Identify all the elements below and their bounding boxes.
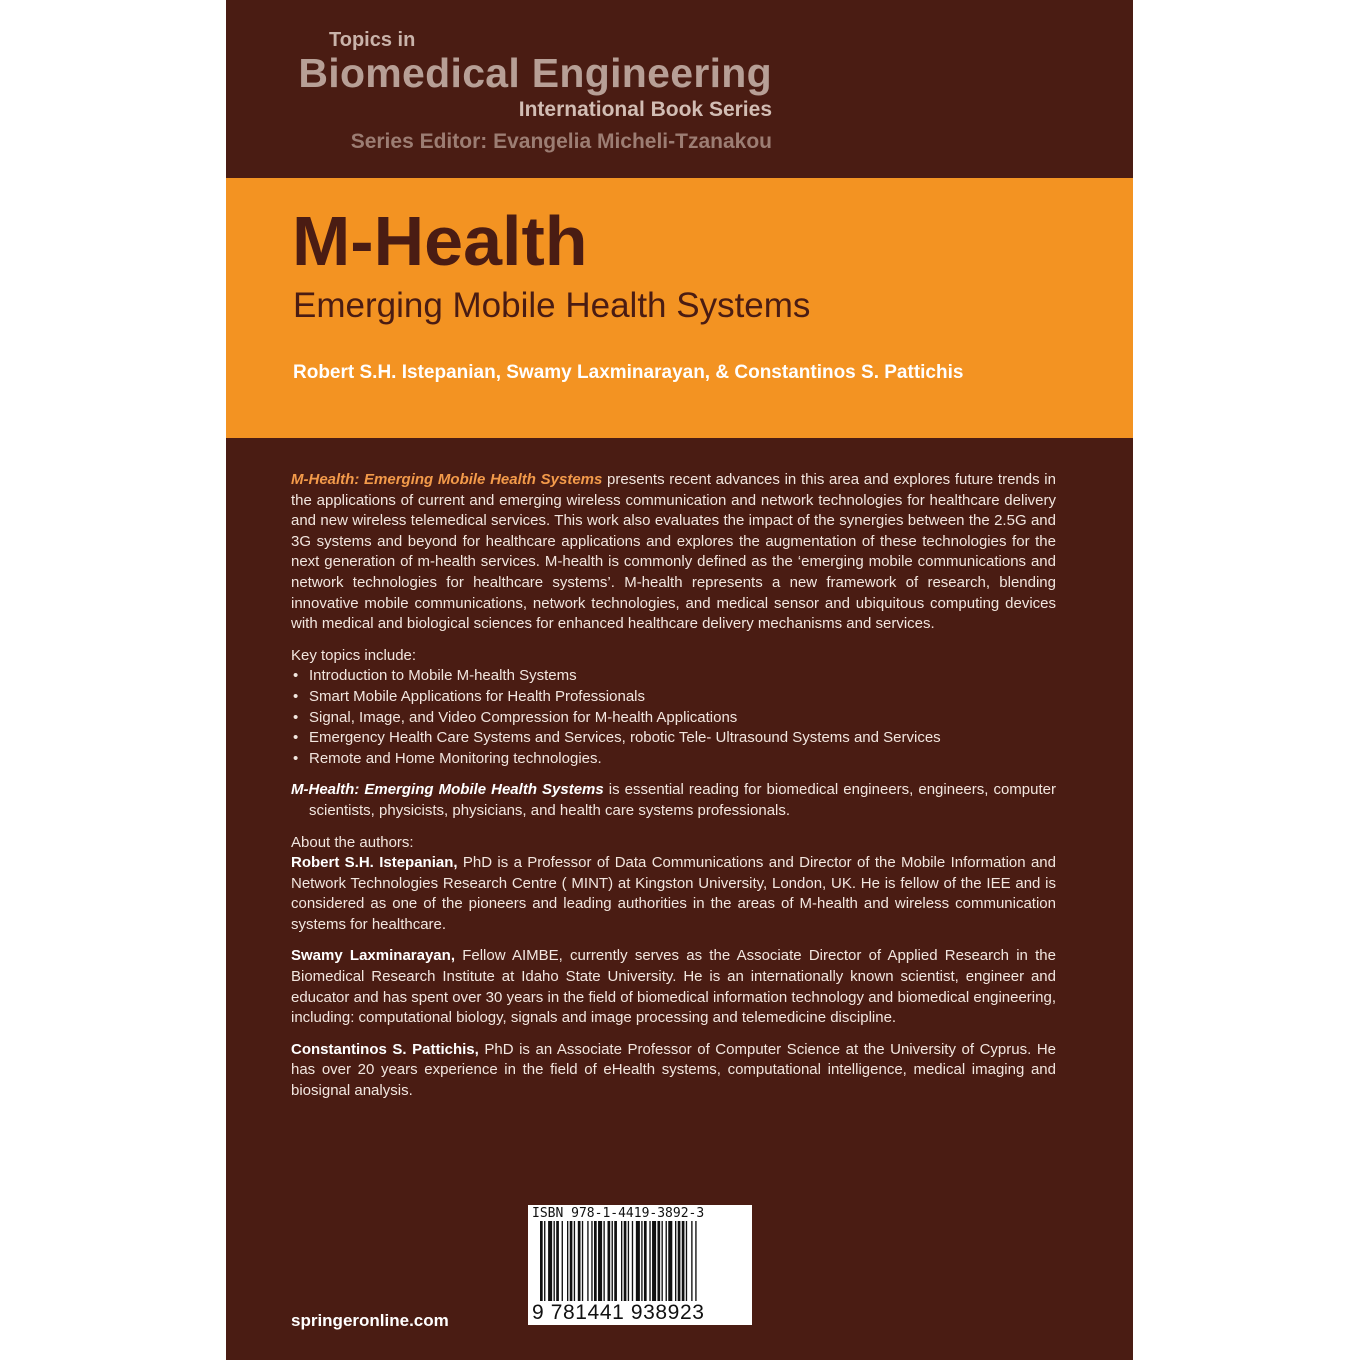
author-bio-text: PhD is an Associate Professor of Computer Science at the University of Cyprus. He has over 20 years experience in the field of eHealth systems, computational intelligence, medical imaging and biosignal analysis. xyxy=(291,1040,1056,1100)
series-editor: Series Editor: Evangelia Micheli-Tzanakou xyxy=(350,130,772,153)
author-bio-text: PhD is a Professor of Data Communications and Director of the Mobile Information and Network Technologies Research Centre ( MINT) at Kingston University, London, UK. He is fellow of the IEE and is considered as one of the pioneers and leading authorities in the areas of M-health and wireless communication systems for healthcare. xyxy=(291,854,1056,933)
author-bio xyxy=(291,1040,1056,1102)
isbn-text: ISBN 978-1-4419-3892-3 xyxy=(532,1206,705,1221)
barcode-bars xyxy=(528,1221,752,1303)
series-header xyxy=(226,0,1133,178)
key-topics-list xyxy=(291,666,1056,769)
series-topics-in: Topics in xyxy=(329,29,416,51)
author-name: Swamy Laxminarayan, xyxy=(291,947,455,965)
list-item: • Smart Mobile Applications for Health Professionals xyxy=(291,687,1056,708)
list-item: • Remote and Home Monitoring technologies. xyxy=(291,749,1056,770)
key-topics-heading: Key topics include: xyxy=(291,646,417,664)
author-bio xyxy=(291,946,1056,1028)
author-bio xyxy=(291,853,1056,935)
list-item: • Emergency Health Care Systems and Services, robotic Tele- Ultrasound Systems and Services xyxy=(291,728,1056,749)
book-title: M-Health xyxy=(292,202,588,280)
author-name: Robert S.H. Istepanian, xyxy=(291,854,458,872)
intro-book-title: M-Health: Emerging Mobile Health Systems xyxy=(291,471,603,488)
title-band xyxy=(226,178,1133,438)
intro-paragraph xyxy=(291,470,1056,635)
author-bio-text: Fellow AIMBE, currently serves as the Associate Director of Applied Research in the Biomedical Research Institute at Idaho State University. He is an internationally known scientist, engineer and educator and has spent over 30 years in the field of biomedical information technology and biomedical engineering, including: computational biology, signals and image processing and telemedicine discipline. xyxy=(291,947,1056,1027)
isbn-barcode xyxy=(528,1205,752,1325)
publisher-website: springeronline.com xyxy=(291,1311,449,1330)
description xyxy=(291,470,1056,1113)
series-subtitle: International Book Series xyxy=(518,98,772,121)
readership-text: is essential reading for biomedical engineers, engineers, computer scientists, physicists, physicians, and health care systems professionals. xyxy=(309,781,1056,819)
book-subtitle: Emerging Mobile Health Systems xyxy=(293,286,811,325)
readership-book-title: M-Health: Emerging Mobile Health Systems xyxy=(291,781,604,799)
book-authors: Robert S.H. Istepanian, Swamy Laxminarayan, & Constantinos S. Pattichis xyxy=(293,362,964,383)
series-name: Biomedical Engineering xyxy=(298,50,772,96)
book-back-cover xyxy=(226,0,1133,1360)
barcode-digits: 9 781441 938923 xyxy=(532,1301,705,1324)
author-name: Constantinos S. Pattichis, xyxy=(291,1040,479,1058)
intro-text: presents recent advances in this area and explores future trends in the applications of current and emerging wireless communication and network technologies for healthcare delivery and new wireless telemedical services. This work also evaluates the impact of the synergies between the 2.5G and 3G systems and beyond for healthcare applications and explores the augmentation of these technologies for the next generation of m-health services. M-health is commonly defined as the ‘emerging mobile communications and network technologies for healthcare systems’. M-health represents a new framework of research, blending innovative mobile communications, network technologies, and medical sensor and ubiquitous computing devices with medical and biological sciences for enhanced healthcare delivery mechanisms and services. xyxy=(291,471,1056,633)
readership-paragraph xyxy=(291,780,1056,821)
list-item: • Signal, Image, and Video Compression for M-health Applications xyxy=(291,708,1056,729)
list-item: • Introduction to Mobile M-health Systems xyxy=(291,666,1056,687)
about-heading: About the authors: xyxy=(291,833,414,851)
